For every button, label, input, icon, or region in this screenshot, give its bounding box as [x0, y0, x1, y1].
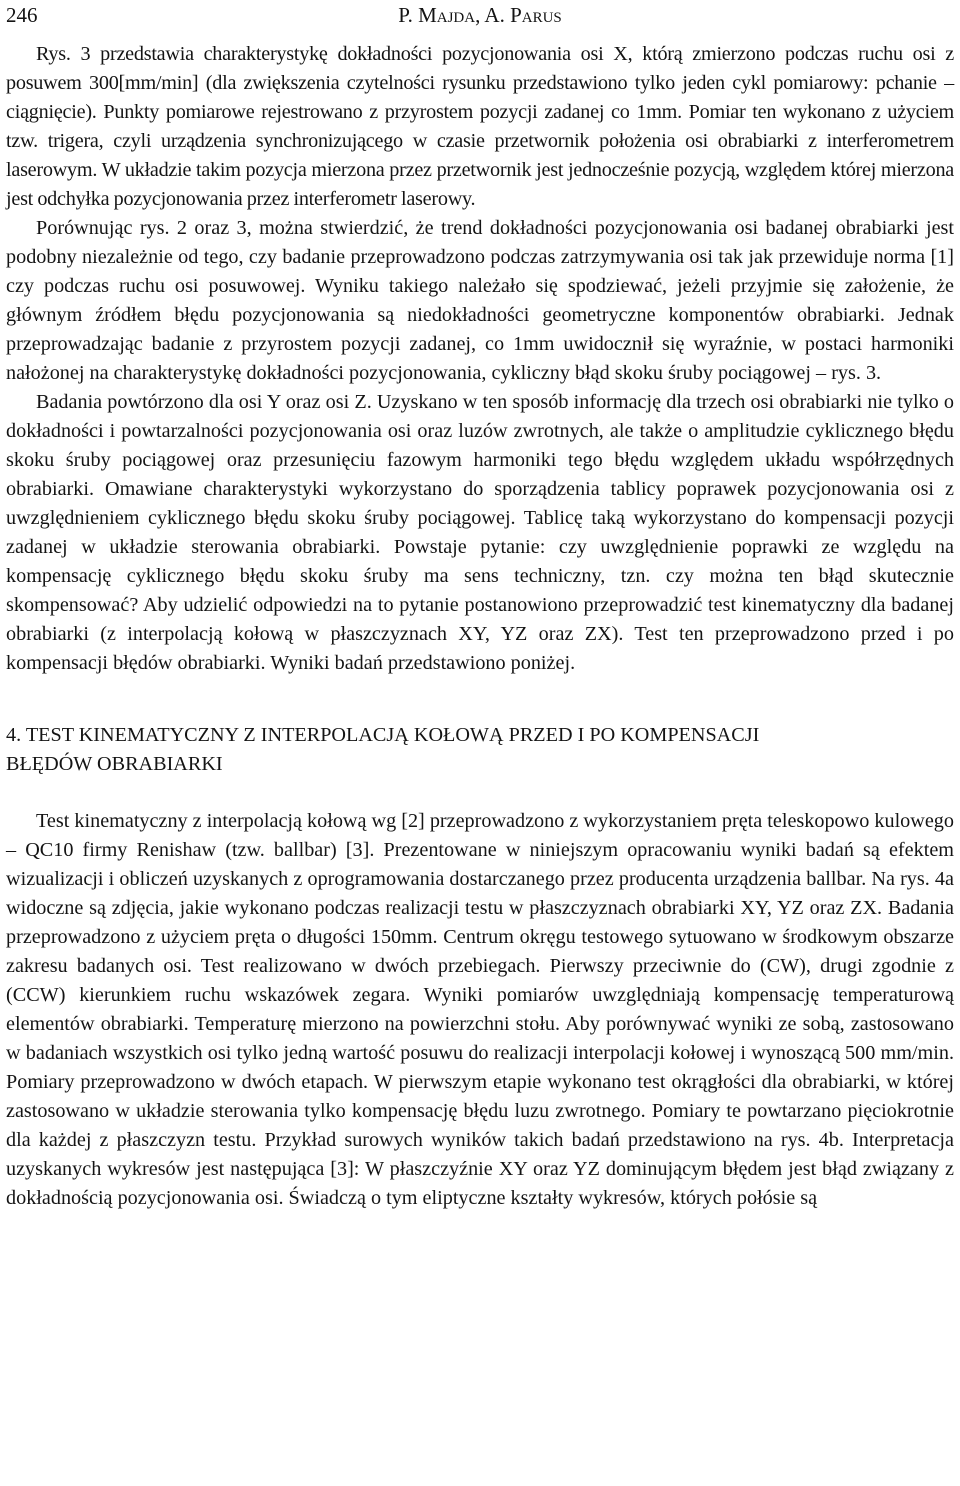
section-title-line1: TEST KINEMATYCZNY Z INTERPOLACJĄ KOŁOWĄ PRZED I PO KOMPENSACJI: [25, 724, 760, 746]
paragraph-axis-y-z: Badania powtórzono dla osi Y oraz osi Z. Uzyskano w ten sposób informację dla trzech osi obrabiarki nie tylko o dokładności i powtarzalności pozycjonowania osi oraz luzów zwrotnych, ale także o amplitudzie cyklicznego błędu skoku śruby pociągowej oraz przesunięciu fazowym harmoniki tego błędu względem układu współrzędnych obrabiarki. Omawiane charakterystyki wykorzystano do sporządzenia tablicy poprawek pozycjonowania osi z uwzględnieniem cyklicznego błędu skoku śruby pociągowej. Tablicę taką wykorzystano do kompensacji pozycji zadanej w układzie sterowania obrabiarki. Powstaje pytanie: czy uwzględnienie poprawki ze względu na kompensację cyklicznego błędu skoku śruby ma sens techniczny, tzn. czy można ten błąd skutecznie skompensować? Aby udzielić odpowiedzi na to pytanie postanowiono przeprowadzić test kinematyczny dla badanej obrabiarki (z interpolacją kołową w płaszczyznach XY, YZ oraz ZX). Test ten przeprowadzono przed i po kompensacji błędów obrabiarki. Wyniki badań przedstawiono poniżej.: [6, 391, 954, 674]
body-text: [6, 40, 954, 1213]
running-header-authors: P. Majda, A. Parus: [398, 3, 562, 27]
page-number: 246: [6, 3, 38, 27]
paragraph-kinematic-test: Test kinematyczny z interpolacją kołową wg [2] przeprowadzono z wykorzystaniem pręta teleskopowo kulowego – QC10 firmy Renishaw (tzw. ballbar) [3]. Prezentowane w niniejszym opracowaniu wyniki badań są efektem wizualizacji i obliczeń uzyskanych z oprogramowania dostarczanego przez producenta urządzenia ballbar. Na rys. 4a widoczne są zdjęcia, jakie wykonano podczas realizacji testu w płaszczyznach obrabiarki XY, YZ oraz ZX. Badania przeprowadzono z użyciem pręta o długości 150mm. Centrum okręgu testowego sytuowano w środkowym obszarze zakresu badanych osi. Test realizowano w dwóch przebiegach. Pierwszy przeciwnie do (CW), drugi zgodnie z (CCW) kierunkiem ruchu wskazówek zegara. Wyniki pomiarów uwzględniają kompensację temperaturową elementów obrabiarki. Temperaturę mierzono na powierzchni stołu. Aby porównywać wyniki ze sobą, zastosowano w badaniach wszystkich osi tylko jedną wartość posuwu do realizacji interpolacji kołowej i wynoszącą 500 mm/min. Pomiary przeprowadzono w dwóch etapach. W pierwszym etapie wykonano test okrągłości dla obrabiarki, w której zastosowano w układzie sterowania tylko kompensację błędu luzu zwrotnego. Pomiary te powtarzano pięciokrotnie dla każdej z płaszczyzn testu. Przykład surowych wyników takich badań przedstawiono na rys. 4b. Interpretacja uzyskanych wykresów jest następująca [3]: W płaszczyźnie XY oraz YZ dominującym błędem jest błąd związany z dokładnością pozycjonowania osi. Świadczą o tym eliptyczne kształty wykresów, których połósie są: [6, 810, 954, 1209]
running-header: [6, 0, 954, 30]
section-title-line2: BŁĘDÓW OBRABIARKI: [6, 753, 223, 775]
section-heading: [6, 721, 954, 779]
section-number: 4.: [6, 724, 22, 746]
paragraph-fig3-description: Rys. 3 przedstawia charakterystykę dokładności pozycjonowania osi X, którą zmierzono podczas ruchu osi z posuwem 300[mm/min] (dla zwiększenia czytelności rysunku przedstawiono tylko jeden cykl pomiarowy: pchanie – ciągnięcie). Punkty pomiarowe rejestrowano z przyrostem pozycji zadanej co 1mm. Pomiar ten wykonano z użyciem tzw. trigera, czyli urządzenia synchronizującego w czasie przetwornik położenia osi obrabiarki z interferometrem laserowym. W układzie takim pozycja mierzona przez przetwornik jest jednocześnie pozycją, względem której mierzona jest odchyłka pozycjonowania przez interferometr laserowy.: [6, 43, 954, 210]
paragraph-comparison: Porównując rys. 2 oraz 3, można stwierdzić, że trend dokładności pozycjonowania osi badanej obrabiarki jest podobny niezależnie od tego, czy badanie przeprowadzono podczas zatrzymywania osi tak jak przewiduje norma [1] czy podczas ruchu osi posuwowej. Wyniku takiego należało się spodziewać, jeżeli przyjmie się założenie, że głównym źródłem błędu pozycjonowania są niedokładności geometryczne komponentów obrabiarki. Jednak przeprowadzając badanie z przyrostem pozycji zadanej, co 1mm uwidocznił się wyraźnie, w postaci harmoniki nałożonej na charakterystykę dokładności pozycjonowania, cykliczny błąd skoku śruby pociągowej – rys. 3.: [6, 217, 954, 384]
